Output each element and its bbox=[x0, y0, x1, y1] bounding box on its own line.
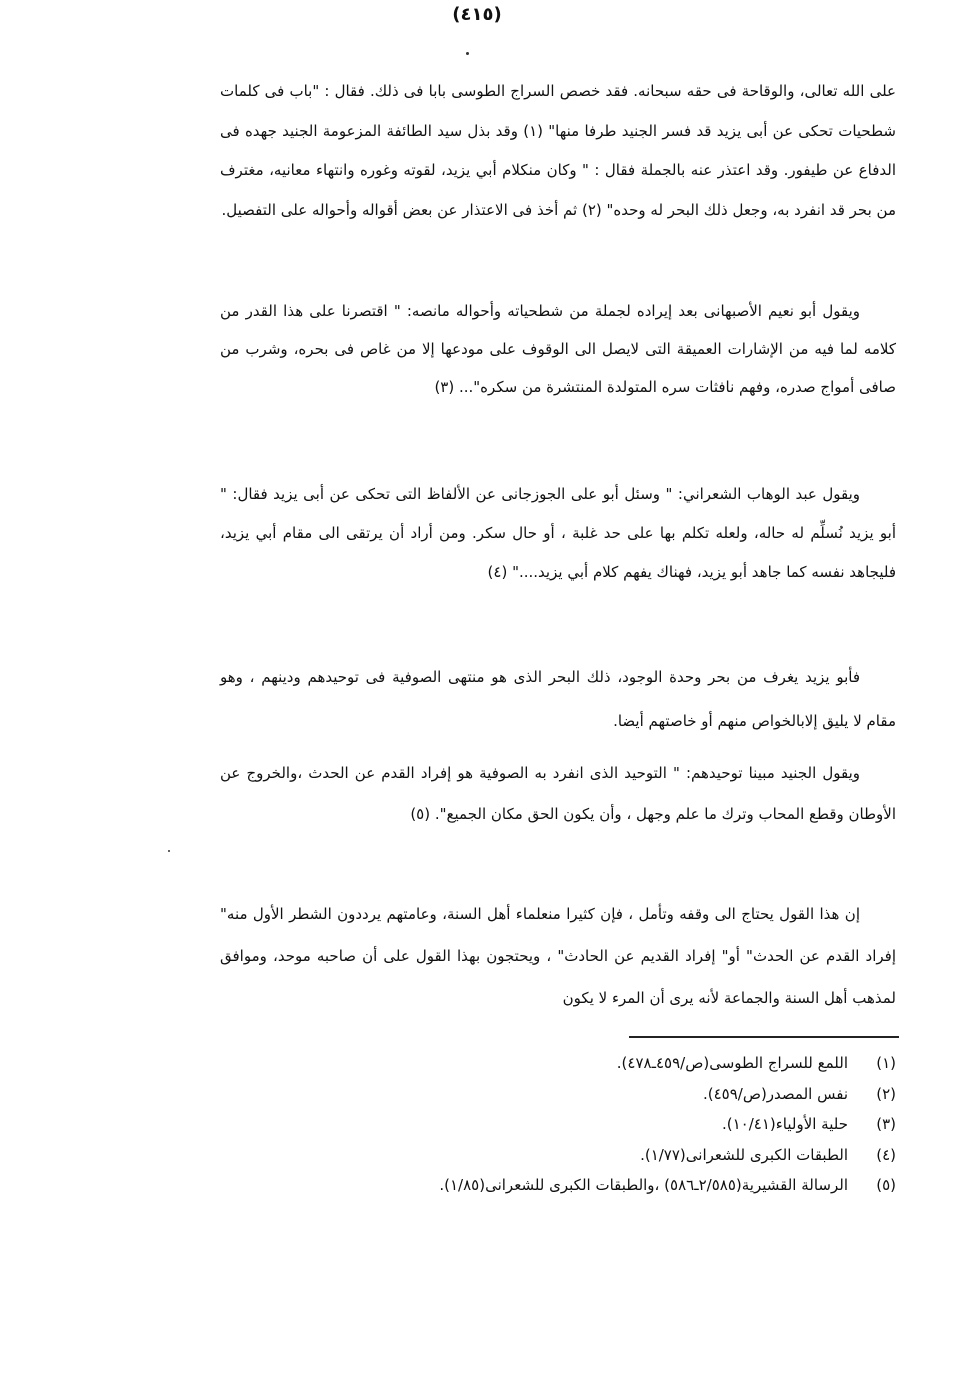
paragraph-4: فأبو يزيد يغرف من بحر وحدة الوجود، ذلك البحر الذى هو منتهى الصوفية فى توحيدهم ودينهم ، وهو مقام لا يليق إلابالخواص منهم أو خاصتهم أيضا. bbox=[220, 668, 896, 730]
paragraph-6: إن هذا القول يحتاج الى وقفه وتأمل ، فإن كثيرا منعلماء أهل السنة، وعامتهم يرددون الشطر الأول منه" إفراد القدم عن الحدث" أو" إفراد القديم عن الحادث" ، ويحتجون بهذا القول على أن صاحبه موحد، وموافق لمذهب أهل السنة والجماعة لأنه يرى أن المرء لا يكون bbox=[220, 905, 896, 1007]
footnotes-list bbox=[220, 1054, 896, 1207]
footnote-item bbox=[220, 1115, 896, 1146]
footnote-item bbox=[220, 1146, 896, 1177]
footnote-item bbox=[220, 1176, 896, 1207]
footnote-text: اللمع للسراج الطوسى(ص/٤٥٩ـ٤٧٨). bbox=[616, 1054, 848, 1072]
scan-speck bbox=[466, 52, 469, 55]
paragraph-3: ويقول عبد الوهاب الشعراني: " وسئل أبو على الجوزجانى عن الألفاظ التى تحكى عن أبى يزيد فقال: " أبو يزيد نُسلِّم له حاله، ولعله تكلم بها على حد غلبة ، أو حال سكر. ومن أراد أن يرتقى الى مقام أبي يزيد، فليجاهد نفسه كما جاهد أبو يزيد، فهناك يفهم كلام أبي يزيد...." (٤) bbox=[220, 485, 896, 581]
footnote-text: الرسالة القشيرية(٢/٥٨٥ـ٥٨٦) ،والطبقات الكبرى للشعرانى(١/٨٥). bbox=[439, 1176, 848, 1194]
footnote-number: (١) bbox=[876, 1054, 896, 1072]
paragraph-2: ويقول أبو نعيم الأصبهانى بعد إيراده لجملة من شطحياته وأحواله مانصه: " اقتصرنا على هذا القدر من كلامه لما فيه من الإشارات العميقة التى لايصل الى الوقوف على مودعها إلا من غاص فى بحره، وشرب من صافى أمواج صدره، وفهم نافثات سره المتولدة المنتشرة من سكره"... (٣) bbox=[220, 302, 896, 396]
footnote-number: (٤) bbox=[876, 1145, 896, 1164]
footnote-item bbox=[220, 1085, 896, 1116]
paragraph-1: على الله تعالى، والوقاحة فى حقه سبحانه. فقد خصص السراج الطوسى بابا فى ذلك. فقال : "باب فى كلمات شطحيات تحكى عن أبى يزيد قد فسر الجنيد طرفا منها" (١) وقد بذل سيد الطائفة المزعومة الجنيد جهده فى الدفاع عن طيفور. وقد اعتذر عنه بالجملة فقال : " وكان منكلام أبي يزيد، لقوته وغوره وانتهاء معانيه، مغترف من بحر قد انفرد به، وجعل ذلك البحر له وحده" (٢) ثم أخذ فى الاعتذار عن بعض أقواله وأحواله على التفصيل. bbox=[220, 82, 896, 219]
scan-speck bbox=[168, 850, 170, 852]
footnote-number: (٣) bbox=[876, 1115, 896, 1133]
page-number: (٤١٥) bbox=[452, 4, 502, 25]
paragraph-5: ويقول الجنيد مبينا توحيدهم: " التوحيد الذى انفرد به الصوفية هو إفراد القدم عن الحدث ،والخروج عن الأوطان وقطع المحاب وترك ما علم وجهل ، وأن يكون الحق مكان الجميع". (٥) bbox=[220, 764, 896, 823]
footnote-item bbox=[220, 1054, 896, 1085]
footnote-number: (٢) bbox=[876, 1084, 896, 1103]
footnote-number: (٥) bbox=[876, 1176, 896, 1194]
footnote-text: حلية الأولياء(١٠/٤١). bbox=[721, 1115, 848, 1133]
footnote-divider bbox=[629, 1036, 899, 1038]
footnote-text: نفس المصدر(ص/٤٥٩). bbox=[702, 1084, 848, 1103]
footnote-text: الطبقات الكبرى للشعرانى(١/٧٧). bbox=[640, 1145, 848, 1164]
